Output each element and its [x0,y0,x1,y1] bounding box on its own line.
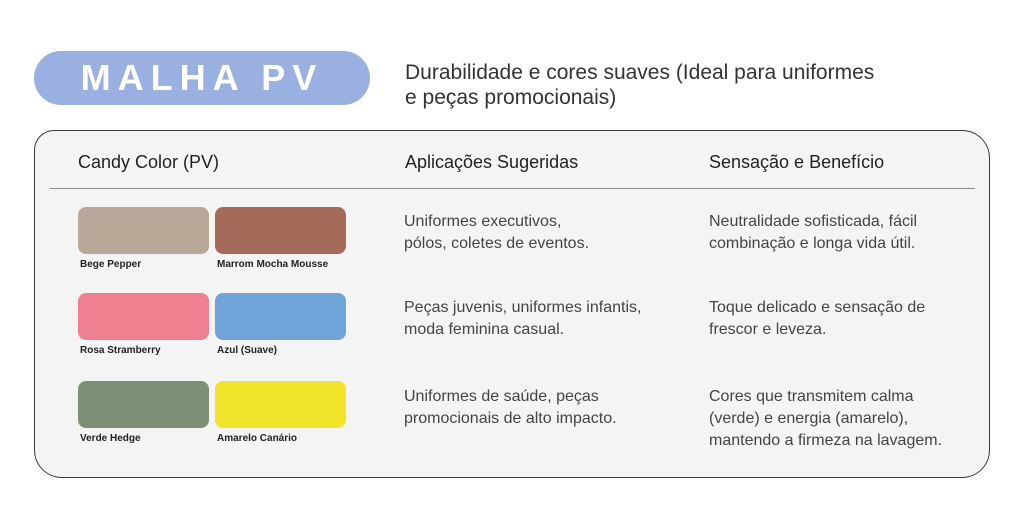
swatch-rosa-stramberry [78,293,209,340]
cell-line: (verde) e energia (amarelo), [709,410,909,427]
benefits-cell [709,297,925,341]
cell-line: Peças juvenis, uniformes infantis, [404,299,642,316]
cell-line: mantendo a firmeza na lavagem. [709,432,943,449]
title-badge-text: MALHA PV [80,57,324,98]
swatch-amarelo-canario [215,381,346,428]
swatch-label: Amarelo Canário [217,433,298,444]
benefits-cell [709,211,917,255]
benefits-cell [709,386,942,452]
cell-line: Uniformes executivos, [404,213,562,230]
cell-line: combinação e longa vida útil. [709,235,916,252]
column-header-applications: Aplicações Sugeridas [405,152,579,172]
subtitle-line-1: Durabilidade e cores suaves (Ideal para uniformes [405,61,875,84]
cell-line: Uniformes de saúde, peças [404,388,599,405]
subtitle-line-2: e peças promocionais) [405,86,617,109]
swatch-label: Verde Hedge [80,433,141,444]
applications-cell [404,386,617,430]
swatch-azul-suave [215,293,346,340]
swatch-label: Bege Pepper [80,259,142,270]
title-badge [34,51,370,105]
swatch-label: Azul (Suave) [217,345,278,356]
cell-line: promocionais de alto impacto. [404,410,617,427]
subtitle [405,60,965,110]
swatch-verde-hedge [78,381,209,428]
header-divider [50,188,975,189]
applications-cell [404,211,589,255]
cell-line: Neutralidade sofisticada, fácil [709,213,918,230]
swatch-bege-pepper [78,207,209,254]
column-header-color: Candy Color (PV) [78,152,220,172]
cell-line: Cores que transmitem calma [709,388,914,405]
cell-line: moda feminina casual. [404,321,565,338]
swatch-marrom-mocha-mousse [215,207,346,254]
swatch-label: Marrom Mocha Mousse [217,259,329,270]
swatch-label: Rosa Stramberry [80,345,161,356]
cell-line: Toque delicado e sensação de [709,299,926,316]
cell-line: frescor e leveza. [709,321,827,338]
cell-line: pólos, coletes de eventos. [404,235,590,252]
applications-cell [404,297,641,341]
column-header-benefits: Sensação e Benefício [709,152,885,172]
